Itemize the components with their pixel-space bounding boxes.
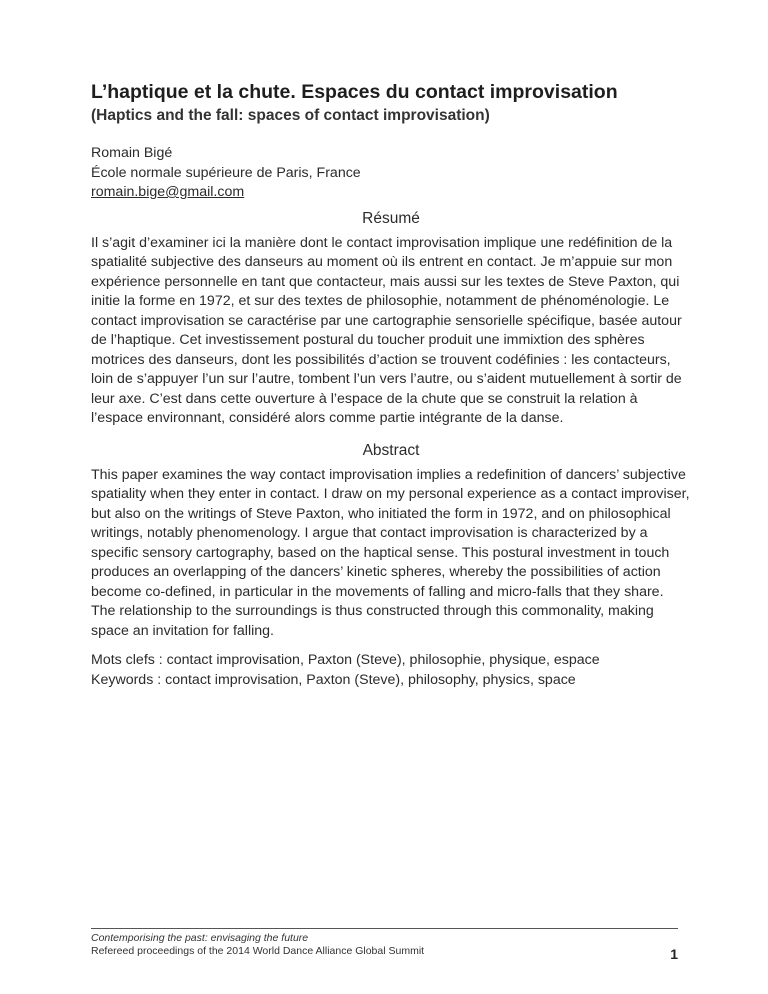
author-email-link[interactable]: romain.bige@gmail.com — [91, 184, 245, 200]
resume-heading: Résumé — [362, 209, 420, 227]
keywords-fr: Mots clefs : contact improvisation, Paxton (Steve), philosophie, physique, espace — [91, 652, 600, 668]
author-name: Romain Bigé — [91, 145, 173, 161]
page-number: 1 — [670, 946, 678, 962]
footer-series-title: Contemporising the past: envisaging the future — [91, 932, 309, 944]
abstract-heading: Abstract — [362, 441, 420, 459]
article-content — [91, 80, 691, 690]
keywords-en: Keywords : contact improvisation, Paxton (Steve), philosophy, physics, space — [91, 671, 576, 688]
resume-text: Il s’agit d’examiner ici la manière dont le contact improvisation implique une redéfinition de la spatialité subjective des danseurs au moment où ils entrent en contact. Je m’appuie sur mon expérience personnelle en tant que contacteur, mais aussi sur les textes de Steve Paxton, qui initie la forme en 1972, et sur des textes de philosophie, notamment de phénoménologie. Le contact improvisation se caractérise par une cartographie sensorielle spécifique, basée autour de l’haptique. Cet investissement postural du toucher produit une immixtion des sphères motrices des danseurs, dont les possibilités d’action se trouvent codéfinies : les contacteurs, loin de s’appuyer l’un sur l’autre, tombent l’un vers l’autre, ou s’aident mutuellement à sortir de leur axe. C’est dans cette ouverture à l’espace de la chute que se construit la relation à l’espace environnant, considéré alors comme partie intégrante de la danse. — [91, 234, 682, 426]
paper-title: L’haptique et la chute. Espaces du contact improvisation — [91, 81, 618, 103]
paper-subtitle: (Haptics and the fall: spaces of contact improvisation) — [91, 107, 490, 124]
author-affiliation: École normale supérieure de Paris, France — [91, 164, 361, 181]
page-footer — [91, 928, 678, 962]
keywords-block — [91, 651, 691, 690]
author-block — [91, 144, 691, 203]
footer-proceedings: Refereed proceedings of the 2014 World Dance Alliance Global Summit — [91, 945, 425, 957]
abstract-text: This paper examines the way contact improvisation implies a redefinition of dancers’ subjective spatiality when they enter in contact. I draw on my personal experience as a contact improviser, but also on the writings of Steve Paxton, who initiated the form in 1972, and on philosophical writings, notably phenomenology. I argue that contact improvisation is characterized by a specific sensory cartography, based on the haptical sense. This postural investment in touch produces an overlapping of the dancers’ kinetic spheres, whereby the possibilities of action become co-defined, in particular in the movements of falling and micro-falls that they share. The relationship to the surroundings is thus constructed through this commonality, making space an invitation for falling. — [91, 466, 690, 639]
